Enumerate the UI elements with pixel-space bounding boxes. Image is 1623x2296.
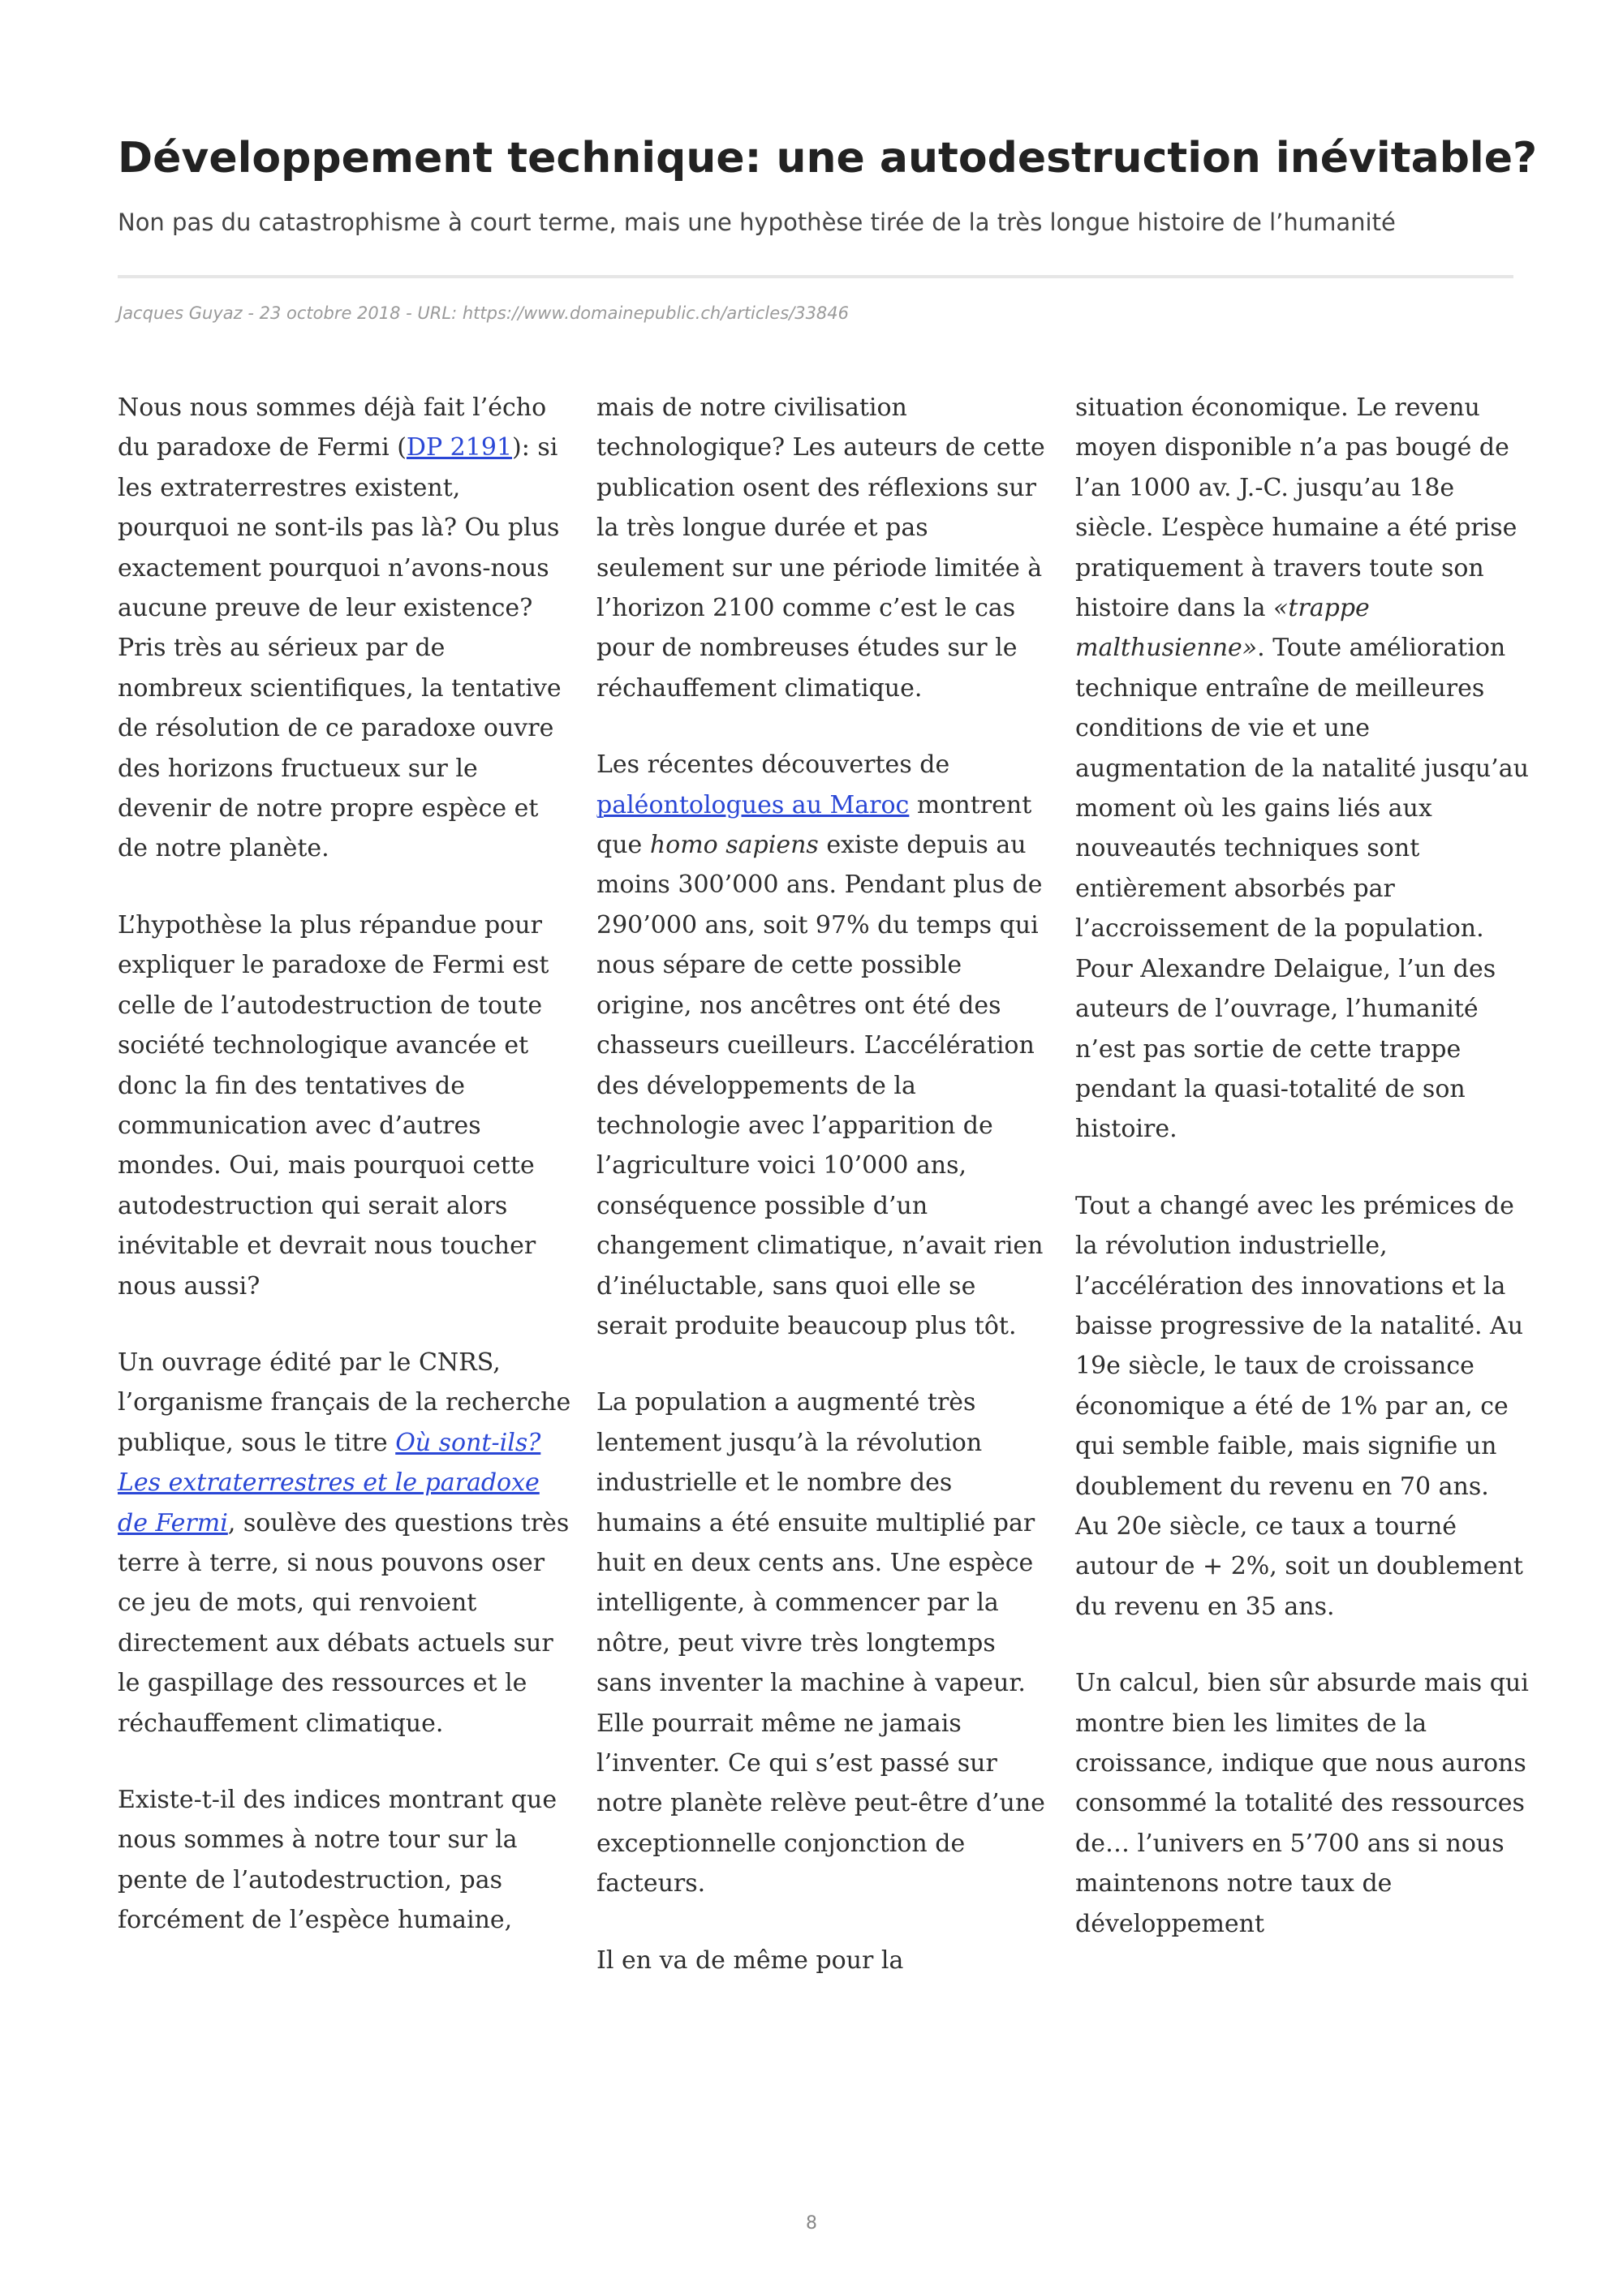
- paragraph: Un calcul, bien sûr absurde mais qui montre bien les limites de la croissance, indique que nous aurons consommé la totalité des ressources de… l’univers en 5’700 ans si nous maintenons notre taux de développement: [1075, 1669, 1529, 1938]
- paragraph-text: Les récentes découvertes de: [596, 750, 950, 780]
- species-name: homo sapiens: [649, 831, 819, 860]
- paragraph-text: Nous nous sommes déjà fait l’écho du paradoxe de Fermi (: [118, 393, 547, 462]
- text-column-3: [1075, 388, 1530, 1944]
- page-number: 8: [806, 2213, 817, 2234]
- paragraph: [118, 388, 572, 869]
- paragraph: [596, 745, 1051, 1346]
- header-divider: [118, 275, 1513, 278]
- paragraph: Tout a changé avec les prémices de la révolution industrielle, l’accélération des innovations et la baisse progressive de la natalité. Au 19e siècle, le taux de croissance économique a été de 1% par an, ce qui semble faible, mais signifie un doublement du revenu en 70 ans. Au 20e siècle, ce taux a tourné autour de + 2%, soit un doublement du revenu en 35 ans.: [1075, 1191, 1524, 1621]
- paragraph-text: , soulève des questions très terre à terre, si nous pouvons oser ce jeu de mots, qui renvoient directement aux débats actuels sur le gaspillage des ressources et le réchauffement climatique.: [118, 1508, 570, 1738]
- paragraph-text: ): si les extraterrestres existent, pourquoi ne sont-ils pas là? Ou plus exactement pourquoi n’avons-nous aucune preuve de leur existence? Pris très au sérieux par de nombreux scientifiques, la tentative de résolution de ce paradoxe ouvre des horizons fructueux sur le devenir de notre propre espèce et de notre planète.: [118, 433, 562, 863]
- text-column-1: [118, 388, 572, 1941]
- paragraph: L’hypothèse la plus répandue pour expliquer le paradoxe de Fermi est celle de l’autodestruction de toute société technologique avancée et donc la fin des tentatives de communication avec d’autres mondes. Oui, mais pourquoi cette autodestruction qui serait alors inévitable et devrait nous toucher nous aussi?: [118, 910, 549, 1301]
- paragraph: mais de notre civilisation technologique? Les auteurs de cette publication osent des réflexions sur la très longue durée et pas seulement sur une période limitée à l’horizon 2100 comme c’est le cas pour de nombreuses études sur le réchauffement climatique.: [596, 393, 1045, 703]
- paragraph-text: Un ouvrage édité par le CNRS, l’organisme français de la recherche publique, sous le titre: [118, 1348, 571, 1457]
- paleontologists-morocco-link[interactable]: paléontologues au Maroc: [596, 790, 910, 819]
- paragraph: [1075, 388, 1530, 1150]
- text-column-2: [596, 388, 1051, 1980]
- paragraph-text: situation économique. Le revenu moyen disponible n’a pas bougé de l’an 1000 av. J.-C. jusqu’au 18e siècle. L’espèce humaine a été prise pratiquement à travers toute son histoire dans la: [1075, 393, 1518, 623]
- book-title[interactable]: Où sont-ils? Les extraterrestres et le paradoxe de Fermi: [118, 1428, 541, 1537]
- paragraph: Il en va de même pour la: [596, 1946, 904, 1975]
- paragraph-text: existe depuis au moins 300’000 ans. Pendant plus de 290’000 ans, soit 97% du temps qui nous sépare de cette possible origine, nos ancêtres ont été des chasseurs cueilleurs. L’accélération des développements de la technologie avec l’apparition de l’agriculture voici 10’000 ans, conséquence possible d’un changement climatique, n’avait rien d’inéluctable, sans quoi elle se serait produite beaucoup plus tôt.: [596, 831, 1044, 1340]
- article-meta: Jacques Guyaz - 23 octobre 2018 - URL: https://www.domainepublic.ch/articles/33846: [118, 303, 850, 323]
- paragraph: Existe-t-il des indices montrant que nous sommes à notre tour sur la pente de l’autodestruction, pas forcément de l’espèce humaine,: [118, 1786, 558, 1935]
- article-title: Développement technique: une autodestruction inévitable?: [118, 134, 1538, 183]
- paragraph-text: montrent que: [596, 790, 1032, 860]
- paragraph-text: . Toute amélioration technique entraîne de meilleures conditions de vie et une augmentation de la natalité jusqu’au moment où les gains liés aux nouveautés techniques sont entièrement absorbés par l’accroissement de la population. Pour Alexandre Delaigue, l’un des auteurs de l’ouvrage, l’humanité n’est pas sortie de cette trappe pendant la quasi-totalité de son histoire.: [1075, 634, 1529, 1144]
- quoted-term: «trappe malthusienne»: [1075, 594, 1370, 663]
- article-subtitle: Non pas du catastrophisme à court terme, mais une hypothèse tirée de la très longue histoire de l’humanité: [118, 209, 1396, 236]
- dp-2191-link[interactable]: DP 2191: [406, 433, 513, 462]
- paragraph: La population a augmenté très lentement jusqu’à la révolution industrielle et le nombre des humains a été ensuite multiplié par huit en deux cents ans. Une espèce intelligente, à commencer par la nôtre, peut vivre très longtemps sans inventer la machine à vapeur. Elle pourrait même ne jamais l’inventer. Ce qui s’est passé sur notre planète relève peut-être d’une exceptionnelle conjonction de facteurs.: [596, 1388, 1045, 1898]
- paragraph: [118, 1343, 572, 1743]
